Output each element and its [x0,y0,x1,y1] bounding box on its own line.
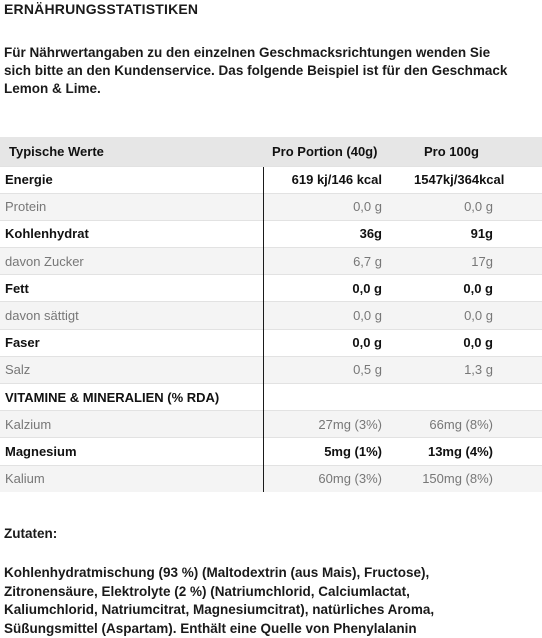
intro-line: Lemon & Lime. [4,81,101,96]
table-row [0,356,542,383]
header-per-portion: Pro Portion (40g) [263,137,414,166]
table-row [0,438,542,465]
row-per100-value: 91g [414,220,542,247]
table-row [0,248,542,275]
row-portion-value: 27mg (3%) [263,411,414,438]
ingredients-heading: Zutaten: [4,526,58,541]
table-row [0,465,542,492]
table-row [0,193,542,220]
header-per-100g: Pro 100g [414,137,542,166]
row-portion-value [263,384,414,411]
row-per100-value: 0,0 g [414,329,542,356]
row-per100-value: 13mg (4%) [414,438,542,465]
table-row [0,275,542,302]
table-row [0,411,542,438]
table-header-row [0,137,542,166]
row-portion-value: 0,0 g [263,329,414,356]
row-per100-value: 0,0 g [414,193,542,220]
table-row [0,220,542,247]
ingredients-line: Kohlenhydratmischung (93 %) (Maltodextrin (aus Mais), Fructose), [4,565,430,580]
row-per100-value: 0,0 g [414,275,542,302]
row-portion-value: 0,0 g [263,302,414,329]
table-row [0,166,542,193]
row-label: Salz [0,356,263,383]
row-label: davon sättigt [0,302,263,329]
ingredients-line: Zitronensäure, Elektrolyte (2 %) (Natriumchlorid, Calciumlactat, [4,583,410,599]
row-per100-value: 0,0 g [414,302,542,329]
table-row [0,329,542,356]
intro-line: sich bitte an den Kundenservice. Das folgende Beispiel ist für den Geschmack [4,63,508,78]
row-label: Kalzium [0,411,263,438]
row-label: Magnesium [0,438,263,465]
row-per100-value [414,384,542,411]
row-portion-value: 0,0 g [263,275,414,302]
ingredients-line: Kaliumchlorid, Natriumcitrat, Magnesiumcitrat), natürliches Aroma, [4,602,435,617]
row-label: Kohlenhydrat [0,220,263,247]
ingredients-text [4,564,540,638]
row-portion-value: 36g [263,220,414,247]
row-portion-value: 0,5 g [263,356,414,383]
row-label: Faser [0,329,263,356]
section-label-vitamins: VITAMINE & MINERALIEN (% RDA) [0,384,263,411]
section-title: ERNÄHRUNGSSTATISTIKEN [4,1,199,17]
row-portion-value: 619 kj/146 kcal [263,166,414,193]
intro-text [4,44,534,98]
row-per100-value: 1,3 g [414,356,542,383]
row-portion-value: 0,0 g [263,193,414,220]
table-row [0,302,542,329]
row-per100-value: 1547kj/364kcal [414,166,542,193]
row-label: davon Zucker [0,248,263,275]
ingredients-line: Süßungsmittel (Aspartam). Enthält eine Quelle von Phenylalanin [4,620,417,636]
row-per100-value: 17g [414,248,542,275]
row-portion-value: 5mg (1%) [263,438,414,465]
row-portion-value: 6,7 g [263,248,414,275]
row-label: Protein [0,193,263,220]
row-per100-value: 66mg (8%) [414,411,542,438]
row-label: Kalium [0,465,263,492]
nutrition-table [0,137,542,492]
intro-line: Für Nährwertangaben zu den einzelnen Geschmacksrichtungen wenden Sie [4,45,491,60]
row-label: Fett [0,275,263,302]
table-section-row [0,384,542,411]
row-portion-value: 60mg (3%) [263,465,414,492]
row-label: Energie [0,166,263,193]
header-typical-values: Typische Werte [0,137,263,166]
row-per100-value: 150mg (8%) [414,465,542,492]
